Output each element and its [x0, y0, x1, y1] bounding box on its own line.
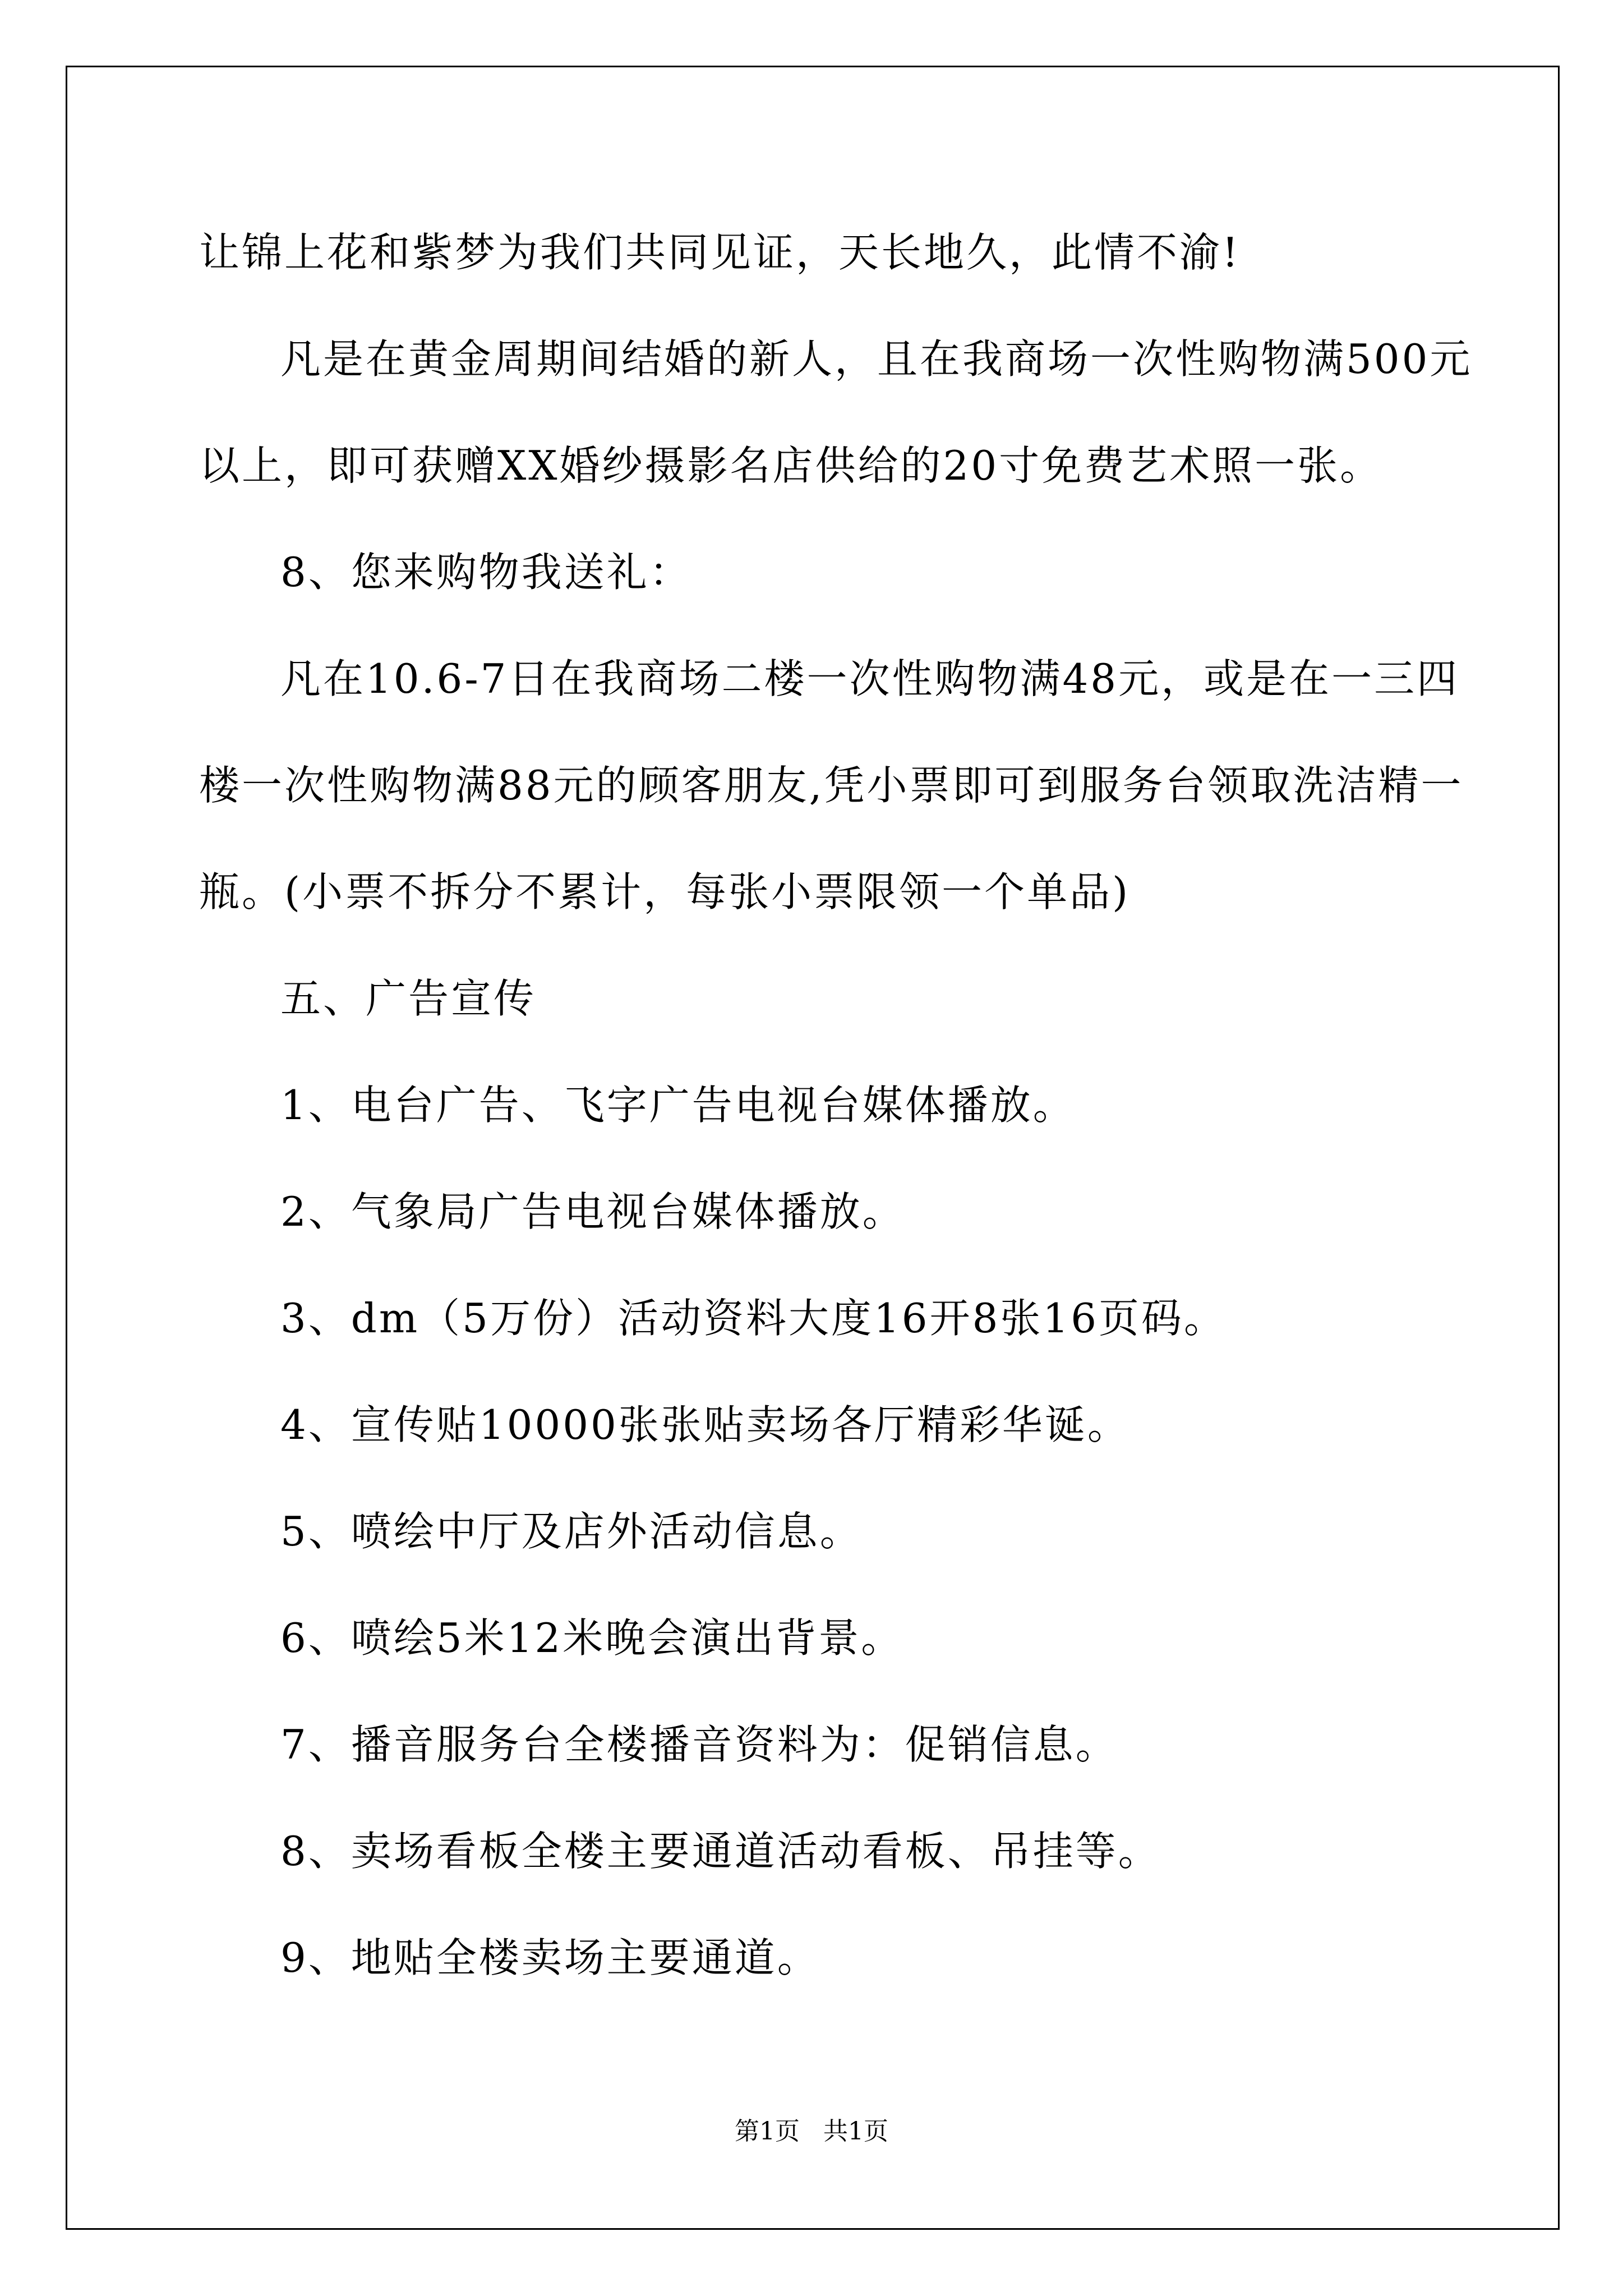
- section-heading: 五、广告宣传: [280, 975, 537, 1022]
- paragraph-line: 8、您来购物我送礼：: [280, 549, 692, 596]
- list-item: 9、地贴全楼卖场主要通道。: [280, 1934, 820, 1981]
- list-item: 2、气象局广告电视台媒体播放。: [280, 1188, 905, 1235]
- page-border: [66, 66, 1560, 2230]
- paragraph-line: 让锦上花和紫梦为我们共同见证，天长地久，此情不渝!: [199, 229, 1241, 276]
- list-item: 3、dm（5万份）活动资料大度16开8张16页码。: [280, 1295, 1227, 1342]
- list-item: 1、电台广告、飞字广告电视台媒体播放。: [280, 1082, 1076, 1129]
- list-item: 6、喷绘5米12米晚会演出背景。: [280, 1614, 904, 1662]
- paragraph-line: 瓶。(小票不拆分不累计，每张小票限领一个单品): [199, 868, 1131, 915]
- paragraph-line: 凡在10.6-7日在我商场二楼一次性购物满48元，或是在一三四: [280, 655, 1460, 702]
- list-item: 5、喷绘中厅及店外活动信息。: [280, 1508, 863, 1555]
- page-footer: 第1页 共1页: [735, 2117, 888, 2146]
- paragraph-line: 凡是在黄金周期间结婚的新人，且在我商场一次性购物满500元: [280, 335, 1473, 383]
- list-item: 4、宣传贴10000张张贴卖场各厅精彩华诞。: [280, 1401, 1130, 1448]
- list-item: 7、播音服务台全楼播音资料为：促销信息。: [280, 1721, 1118, 1768]
- paragraph-line: 以上，即可获赠XX婚纱摄影名店供给的20寸免费艺术照一张。: [199, 442, 1383, 489]
- paragraph-line: 楼一次性购物满88元的顾客朋友,凭小票即可到服务台领取洗洁精一: [199, 762, 1464, 809]
- list-item: 8、卖场看板全楼主要通道活动看板、吊挂等。: [280, 1828, 1161, 1875]
